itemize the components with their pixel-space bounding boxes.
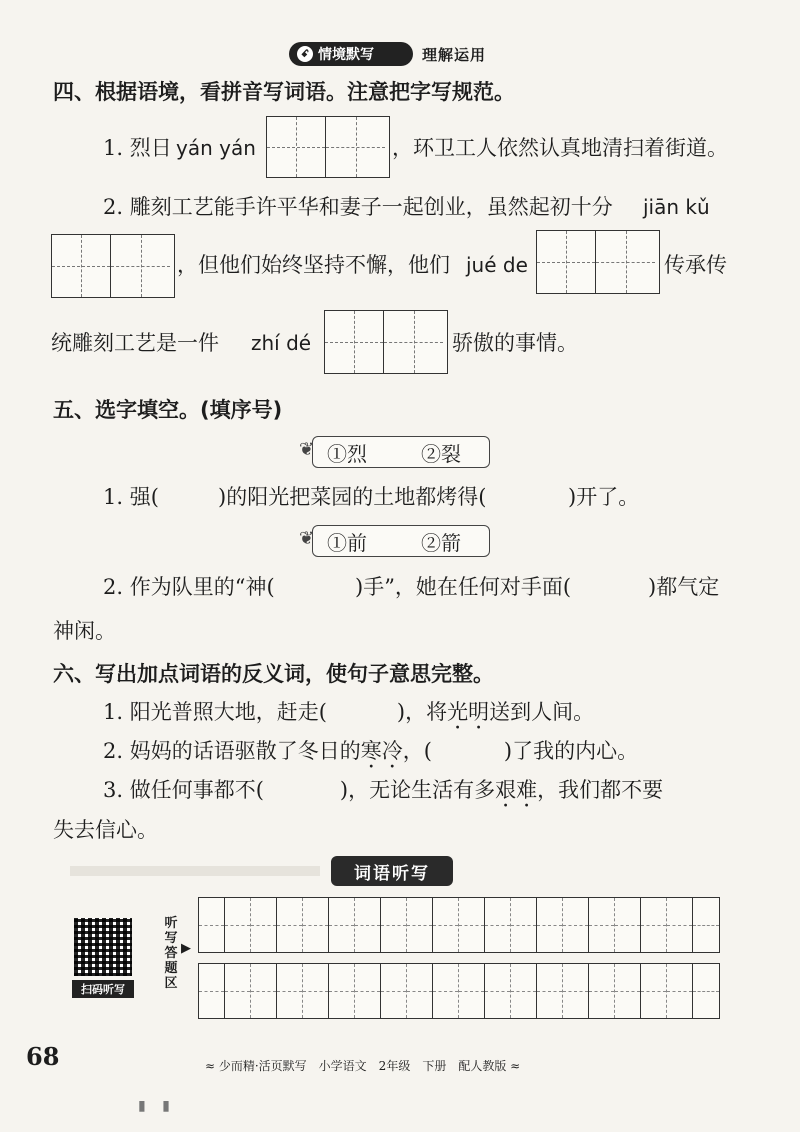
s5-q2-a: 2. 作为队里的“神( xyxy=(103,575,275,599)
s6-q3-c: ，我们都不要 xyxy=(537,778,664,802)
s6-q3-b: )，无论生活有多 xyxy=(339,778,496,802)
dictation-cell[interactable] xyxy=(199,898,225,952)
s6-q1-a: 1. 阳光普照大地，赶走( xyxy=(103,700,327,724)
dictation-title: 词语听写 xyxy=(331,856,453,886)
s6-q2-a: 2. 妈妈的话语驱散了冬日的 xyxy=(103,739,361,763)
s6-q1-b: )，将 xyxy=(396,700,448,724)
dictation-cell[interactable] xyxy=(641,964,667,1018)
dictation-cell[interactable] xyxy=(381,964,407,1018)
dictation-cell[interactable] xyxy=(277,898,303,952)
arrow-right-icon: ▶ xyxy=(181,941,191,956)
section5-title: 五、选字填空。(填序号) xyxy=(53,398,283,422)
s6-q2-dot2: 冷 xyxy=(381,739,403,763)
dictation-cell[interactable] xyxy=(693,898,719,952)
answer-grid-yanyan[interactable] xyxy=(266,116,390,178)
dictation-cell[interactable] xyxy=(615,964,641,1018)
dictation-cell[interactable] xyxy=(303,898,329,952)
dictation-cell[interactable] xyxy=(511,898,537,952)
answer-grid-zhide[interactable] xyxy=(324,310,448,374)
dictation-divider xyxy=(70,866,320,876)
dictation-cell[interactable] xyxy=(667,898,693,952)
dictation-cell[interactable] xyxy=(511,964,537,1018)
snail-icon: ❦ xyxy=(299,439,315,460)
s4-q1-pre: 1. 烈日 xyxy=(103,136,172,160)
s4-q2-line3-end: 骄傲的事情。 xyxy=(452,331,578,355)
dictation-cell[interactable] xyxy=(667,964,693,1018)
s4-q2-pinyin1: jiān kǔ xyxy=(643,195,710,219)
dictation-cell[interactable] xyxy=(485,964,511,1018)
s4-q2-line3: 统雕刻工艺是一件 xyxy=(51,331,219,355)
grid-cell[interactable] xyxy=(384,311,443,373)
dictation-cell[interactable] xyxy=(277,964,303,1018)
dictation-cell[interactable] xyxy=(641,898,667,952)
dictation-cell[interactable] xyxy=(251,964,277,1018)
footer-text: ≈ 少而精·活页默写 小学语文 2年级 下册 配人教版 ≈ xyxy=(205,1059,521,1073)
s4-q2-mid: ，但他们始终坚持不懈，他们 xyxy=(177,253,450,277)
grid-cell[interactable] xyxy=(52,235,111,297)
dictation-cell[interactable] xyxy=(407,898,433,952)
s6-q1-c: 送到人间。 xyxy=(489,700,595,724)
s5-q1-a: 1. 强( xyxy=(103,485,159,509)
s5-q1-b: )的阳光把菜园的土地都烤得( xyxy=(218,485,487,509)
s5-q2-c: )都气定 xyxy=(648,575,720,599)
s4-q2-pinyin3: zhí dé xyxy=(251,331,312,355)
s6-q1-dot1: 光 xyxy=(447,700,469,724)
s5-q2-d: 神闲。 xyxy=(53,619,116,643)
dictation-cell[interactable] xyxy=(433,898,459,952)
dictation-cell[interactable] xyxy=(563,964,589,1018)
dictation-cell[interactable] xyxy=(485,898,511,952)
s6-q2-c: )了我的内心。 xyxy=(503,739,639,763)
options-box-1 xyxy=(299,436,490,468)
dictation-cell[interactable] xyxy=(459,964,485,1018)
grid-cell[interactable] xyxy=(326,117,385,177)
section-badge xyxy=(289,42,413,66)
s4-q2-end: 传承传 xyxy=(664,253,727,277)
s4-q1-post: ，环卫工人依然认真地清扫着街道。 xyxy=(392,136,728,160)
dictation-cell[interactable] xyxy=(589,898,615,952)
snail-icon: ❦ xyxy=(299,528,315,549)
dictation-cell[interactable] xyxy=(329,898,355,952)
s6-q2 xyxy=(103,736,638,766)
dictation-row-1[interactable] xyxy=(198,897,720,953)
section4-title: 四、根据语境，看拼音写词语。注意把字写规范。 xyxy=(53,80,515,104)
grid-cell[interactable] xyxy=(596,231,655,293)
option-2a: ①前 xyxy=(327,530,367,555)
dictation-cell[interactable] xyxy=(615,898,641,952)
option-1a: ①烈 xyxy=(327,441,367,466)
dictation-cell[interactable] xyxy=(199,964,225,1018)
s4-q2-line1: 2. 雕刻工艺能手许平华和妻子一起创业，虽然起初十分 xyxy=(103,195,613,219)
section6-title: 六、写出加点词语的反义词，使句子意思完整。 xyxy=(53,662,494,686)
s6-q2-b: ，( xyxy=(402,739,432,763)
dictation-cell[interactable] xyxy=(433,964,459,1018)
s5-q1-c: )开了。 xyxy=(568,485,640,509)
dictation-cell[interactable] xyxy=(693,964,719,1018)
s6-q3-d: 失去信心。 xyxy=(53,818,158,842)
option-2b: ②箭 xyxy=(421,530,461,555)
s6-q3-dot2: 难 xyxy=(516,778,538,802)
dictation-cell[interactable] xyxy=(407,964,433,1018)
options-box-2 xyxy=(299,525,490,557)
answer-grid-juede[interactable] xyxy=(536,230,660,294)
dictation-cell[interactable] xyxy=(303,964,329,1018)
option-1b: ②裂 xyxy=(421,441,461,466)
dictation-cell[interactable] xyxy=(225,964,251,1018)
grid-cell[interactable] xyxy=(325,311,384,373)
dictation-cell[interactable] xyxy=(355,898,381,952)
s4-q2-pinyin2: jué de xyxy=(466,253,528,277)
badge-icon: ꗃ xyxy=(297,46,313,62)
dictation-row-2[interactable] xyxy=(198,963,720,1019)
dictation-cell[interactable] xyxy=(251,898,277,952)
qr-label: 扫码听写 xyxy=(72,980,134,998)
header-subtitle: 理解运用 xyxy=(422,46,487,64)
dictation-cell[interactable] xyxy=(563,898,589,952)
s6-q3-a: 3. 做任何事都不( xyxy=(103,778,264,802)
qr-code-icon[interactable] xyxy=(74,918,132,976)
badge-label: 情境默写 xyxy=(318,47,374,63)
dictation-cell[interactable] xyxy=(355,964,381,1018)
grid-cell[interactable] xyxy=(267,117,326,177)
bottom-marks: ▮ ▮ xyxy=(138,1098,176,1114)
answer-grid-jianku[interactable] xyxy=(51,234,175,298)
s4-q1-pinyin: yán yán xyxy=(176,136,256,160)
s5-q2-b: )手”，她在任何对手面( xyxy=(355,575,572,599)
s6-q3-dot1: 艰 xyxy=(495,778,517,802)
dictation-area-label: 听写答题区 xyxy=(164,916,178,991)
dictation-cell[interactable] xyxy=(329,964,355,1018)
dictation-cell[interactable] xyxy=(381,898,407,952)
dictation-cell[interactable] xyxy=(225,898,251,952)
dictation-cell[interactable] xyxy=(589,964,615,1018)
grid-cell[interactable] xyxy=(537,231,596,293)
s6-q2-dot1: 寒 xyxy=(360,739,382,763)
s6-q1 xyxy=(103,697,594,727)
dictation-cell[interactable] xyxy=(537,964,563,1018)
s6-q1-dot2: 明 xyxy=(468,700,490,724)
grid-cell[interactable] xyxy=(111,235,170,297)
dictation-cell[interactable] xyxy=(459,898,485,952)
page-number: 68 xyxy=(26,1042,60,1071)
s6-q3 xyxy=(103,775,663,805)
dictation-cell[interactable] xyxy=(537,898,563,952)
